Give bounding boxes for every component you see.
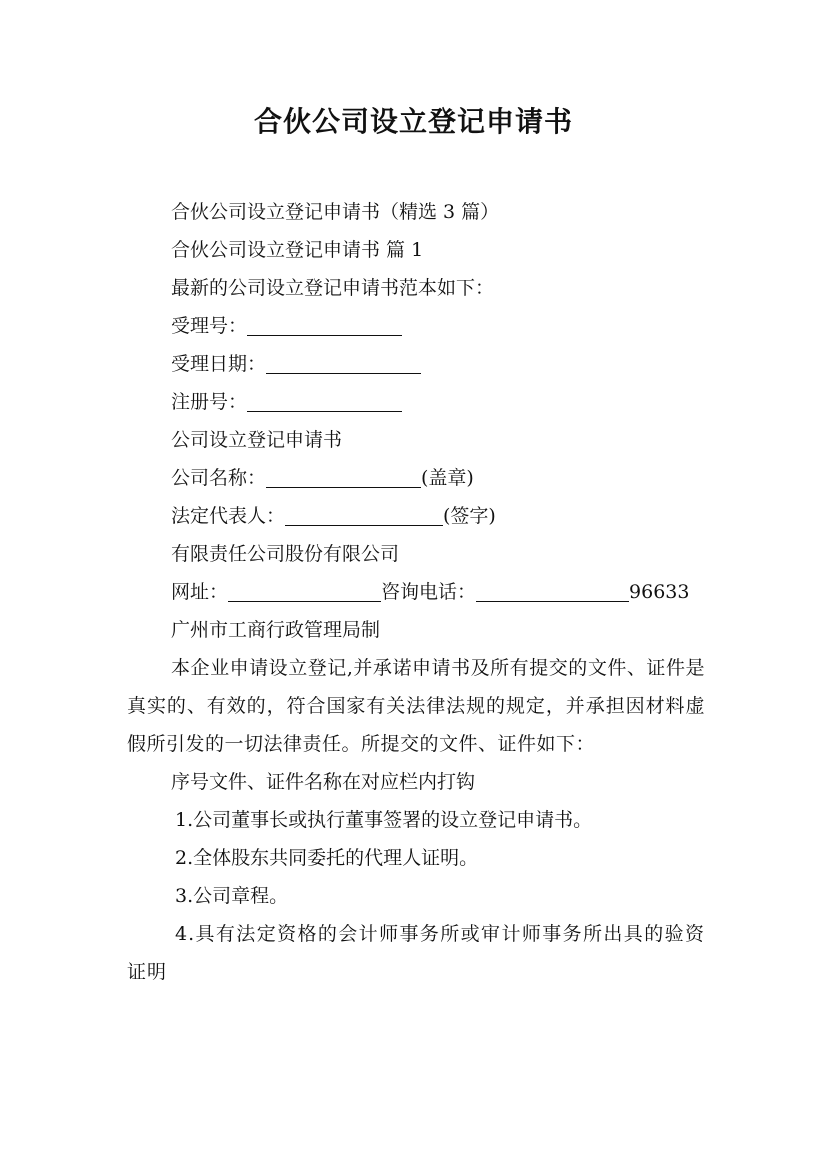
legal-rep-label: 法定代表人： bbox=[171, 505, 286, 527]
form-title-line: 公司设立登记申请书 bbox=[171, 429, 343, 451]
checklist-item-4: 4.具有法定资格的会计师事务所或审计师事务所出具的验资证明 bbox=[127, 923, 705, 983]
acceptance-no-line bbox=[127, 307, 705, 345]
registration-no-line bbox=[127, 383, 705, 421]
phone-label: 咨询电话： bbox=[381, 581, 477, 603]
checklist-item-3: 3.公司章程。 bbox=[175, 885, 289, 907]
company-name-line bbox=[127, 459, 705, 497]
checklist-header: 序号文件、证件名称在对应栏内打钩 bbox=[171, 771, 476, 793]
website-label: 网址： bbox=[171, 581, 229, 603]
company-name-suffix: (盖章) bbox=[421, 467, 474, 489]
acceptance-date-label: 受理日期： bbox=[171, 353, 267, 375]
acceptance-no-blank bbox=[247, 309, 402, 336]
website-phone-line bbox=[127, 573, 705, 611]
company-name-label: 公司名称： bbox=[171, 467, 267, 489]
company-types-line: 有限责任公司股份有限公司 bbox=[171, 543, 400, 565]
legal-rep-suffix: (签字) bbox=[443, 505, 496, 527]
acceptance-date-blank bbox=[266, 347, 421, 374]
company-name-blank bbox=[266, 461, 421, 488]
legal-rep-line bbox=[127, 497, 705, 535]
phone-blank bbox=[476, 575, 629, 602]
intro-line: 最新的公司设立登记申请书范本如下： bbox=[171, 277, 495, 299]
registration-no-label: 注册号： bbox=[171, 391, 248, 413]
registration-no-blank bbox=[247, 385, 402, 412]
checklist-item-2: 2.全体股东共同委托的代理人证明。 bbox=[175, 847, 479, 869]
document-body bbox=[127, 193, 705, 991]
declaration-paragraph: 本企业申请设立登记,并承诺申请书及所有提交的文件、证件是真实的、有效的，符合国家有关法律法规的规定，并承担因材料虚假所引发的一切法律责任。所提交的文件、证件如下： bbox=[127, 657, 705, 755]
checklist-item-1: 1.公司董事长或执行董事签署的设立登记申请书。 bbox=[175, 809, 593, 831]
phone-suffix: 96633 bbox=[629, 581, 690, 603]
subtitle-line: 合伙公司设立登记申请书（精选 3 篇） bbox=[171, 201, 500, 223]
document-title: 合伙公司设立登记申请书 bbox=[253, 105, 573, 138]
acceptance-no-label: 受理号： bbox=[171, 315, 248, 337]
legal-rep-blank bbox=[285, 499, 443, 526]
acceptance-date-line bbox=[127, 345, 705, 383]
website-blank bbox=[228, 575, 381, 602]
issuer-line: 广州市工商行政管理局制 bbox=[171, 619, 381, 641]
part-heading: 合伙公司设立登记申请书 篇 1 bbox=[171, 239, 424, 261]
